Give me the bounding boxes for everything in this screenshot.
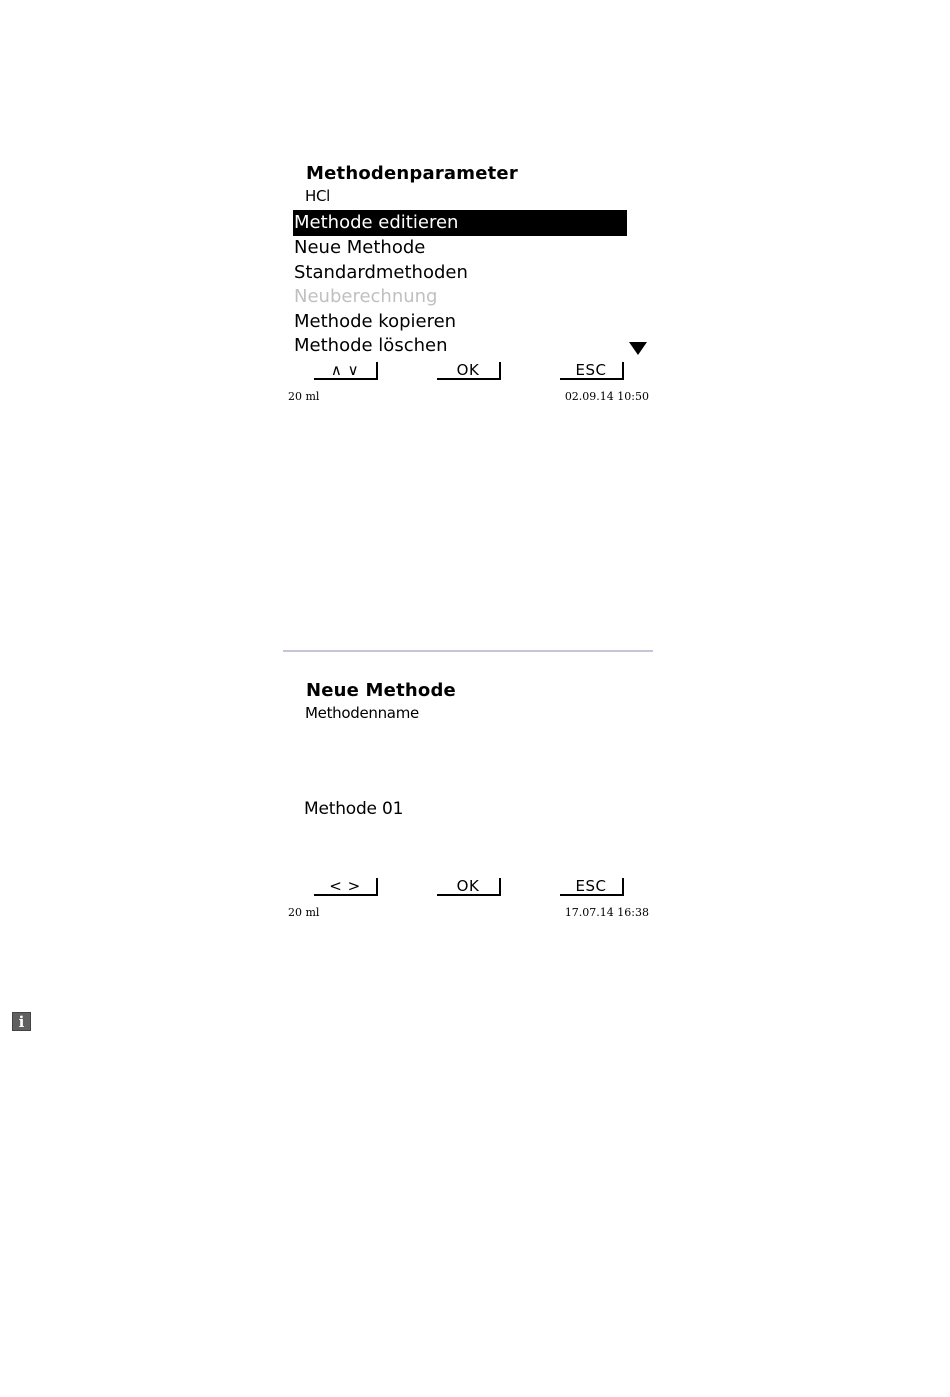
menu-item-copy-method[interactable]: Methode kopieren (294, 310, 457, 332)
scroll-down-icon[interactable] (629, 342, 647, 355)
status-volume: 20 ml (288, 906, 320, 919)
up-down-button-label: ∧ ∨ (330, 361, 360, 379)
device-screen-method-parameters (283, 160, 653, 410)
status-volume: 20 ml (288, 390, 320, 403)
info-icon: i (12, 1012, 31, 1031)
status-datetime: 17.07.14 16:38 (564, 906, 649, 919)
esc-button[interactable] (560, 878, 624, 896)
menu-item-delete-method[interactable]: Methode löschen (294, 335, 448, 357)
menu-item-standard-methods[interactable]: Standardmethoden (294, 261, 468, 283)
esc-button-label: ESC (575, 361, 607, 379)
menu-item-edit-method[interactable]: Methode editieren (293, 210, 627, 236)
left-right-button-label: < > (329, 877, 361, 895)
device-screen-new-method (283, 676, 653, 926)
left-right-button[interactable] (314, 878, 378, 896)
menu-item-new-method[interactable]: Neue Methode (294, 237, 426, 258)
method-name-field[interactable]: Methode 01 (304, 799, 404, 819)
ok-button[interactable] (437, 362, 501, 380)
ok-button[interactable] (437, 878, 501, 896)
screen-subtitle: Methodenname (305, 704, 419, 722)
screen-subtitle: HCl (305, 187, 331, 205)
up-down-button[interactable] (314, 362, 378, 380)
screen-title: Neue Methode (306, 680, 456, 701)
menu-item-recalculation: Neuberechnung (294, 286, 438, 308)
ok-button-label: OK (456, 877, 480, 895)
esc-button[interactable] (560, 362, 624, 380)
method-menu (293, 210, 627, 359)
screen-title: Methodenparameter (306, 163, 518, 184)
ok-button-label: OK (456, 361, 480, 379)
screen-divider (283, 650, 653, 652)
esc-button-label: ESC (575, 877, 607, 895)
status-datetime: 02.09.14 10:50 (564, 390, 649, 403)
